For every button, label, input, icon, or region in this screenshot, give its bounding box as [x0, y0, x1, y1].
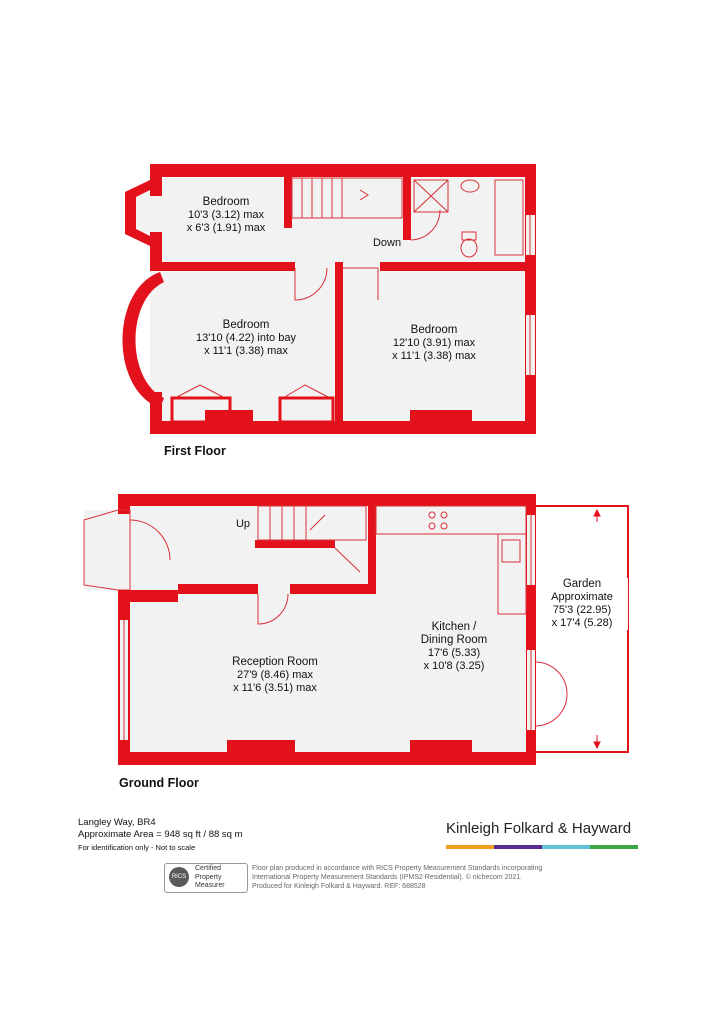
- room-title: Kitchen /: [431, 621, 477, 633]
- room-dim-line1: 10'3 (3.12) max: [187, 209, 265, 221]
- brand-bar-cyan: [542, 845, 590, 849]
- first-floor-top-wall: [150, 164, 536, 177]
- address-text: Langley Way, BR4: [78, 817, 156, 828]
- room-title-line2: Dining Room: [420, 634, 488, 646]
- disclaimer-text: For identification only - Not to scale: [78, 843, 196, 852]
- stairs-down-text: Down: [372, 237, 402, 249]
- garden-line2: 75'3 (22.95): [552, 604, 612, 616]
- garden-line1: Approximate: [551, 591, 613, 603]
- room-dim-line2: x 6'3 (1.91) max: [186, 222, 266, 234]
- fine-line3: Produced for Kinleigh Folkard & Hayward. REF: 688528: [252, 883, 426, 890]
- room-dim-line2: x 11'1 (3.38) max: [204, 345, 288, 357]
- room-title: Bedroom: [202, 196, 250, 208]
- garden-title: Garden: [562, 578, 602, 590]
- first-floor-right-wall: [525, 164, 536, 434]
- brand-bar-green: [590, 845, 638, 849]
- compliance-fine-print: [252, 864, 542, 891]
- room-title: Reception Room: [232, 656, 318, 668]
- cert-line2: Property: [195, 873, 222, 881]
- bedroom-right-label: [364, 324, 504, 363]
- stairs-up-text: Up: [235, 518, 251, 530]
- brand-bar-orange: [446, 845, 494, 849]
- room-dim-line1: 27'9 (8.46) max: [236, 669, 314, 681]
- ground-floor-top-wall: [118, 494, 536, 506]
- ground-floor-title: Ground Floor: [119, 776, 199, 790]
- ground-floor-left-wall: [118, 494, 130, 514]
- up-stairs-label: [228, 518, 258, 531]
- bedroom-small-label: [170, 196, 282, 235]
- first-floor-title: First Floor: [164, 444, 226, 458]
- room-dim-line2: x 10'8 (3.25): [423, 660, 485, 672]
- area-text: Approximate Area = 948 sq ft / 88 sq m: [78, 829, 243, 840]
- cert-text: [195, 865, 225, 891]
- cert-line1: Certified: [195, 865, 222, 872]
- reception-room-label: [200, 656, 350, 695]
- room-dim-line2: x 11'1 (3.38) max: [392, 350, 476, 362]
- room-title: Bedroom: [222, 319, 270, 331]
- first-floor-left-wall-upper: [150, 164, 162, 196]
- garden-line3: x 17'4 (5.28): [551, 617, 613, 629]
- fine-line1: Floor plan produced in accordance with RICS Property Measurement Standards incorporating: [252, 865, 543, 872]
- room-dim-line1: 12'10 (3.91) max: [392, 337, 476, 349]
- rics-logo: RICS: [169, 867, 189, 887]
- room-dim-line1: 13'10 (4.22) into bay: [196, 332, 296, 344]
- kitchen-label: [398, 621, 510, 673]
- room-dim-line2: x 11'6 (3.51) max: [233, 682, 317, 694]
- room-dim-line1: 17'6 (5.33): [427, 647, 481, 659]
- garden-label: [536, 578, 628, 630]
- cert-line3: Measurer: [195, 882, 225, 889]
- fine-line2: International Property Measurement Standards (IPMS2 Residential). © nichecom 2021.: [252, 874, 523, 881]
- ground-floor-bottom-wall: [118, 752, 536, 765]
- down-stairs-label: [362, 237, 412, 250]
- room-title: Bedroom: [410, 324, 458, 336]
- first-floor-interior-wall-h: [150, 262, 295, 271]
- bedroom-bay-label: [176, 319, 316, 358]
- agency-logo-text: Kinleigh Folkard & Hayward: [446, 820, 632, 837]
- brand-bar-purple: [494, 845, 542, 849]
- rics-certified-badge: [164, 863, 248, 893]
